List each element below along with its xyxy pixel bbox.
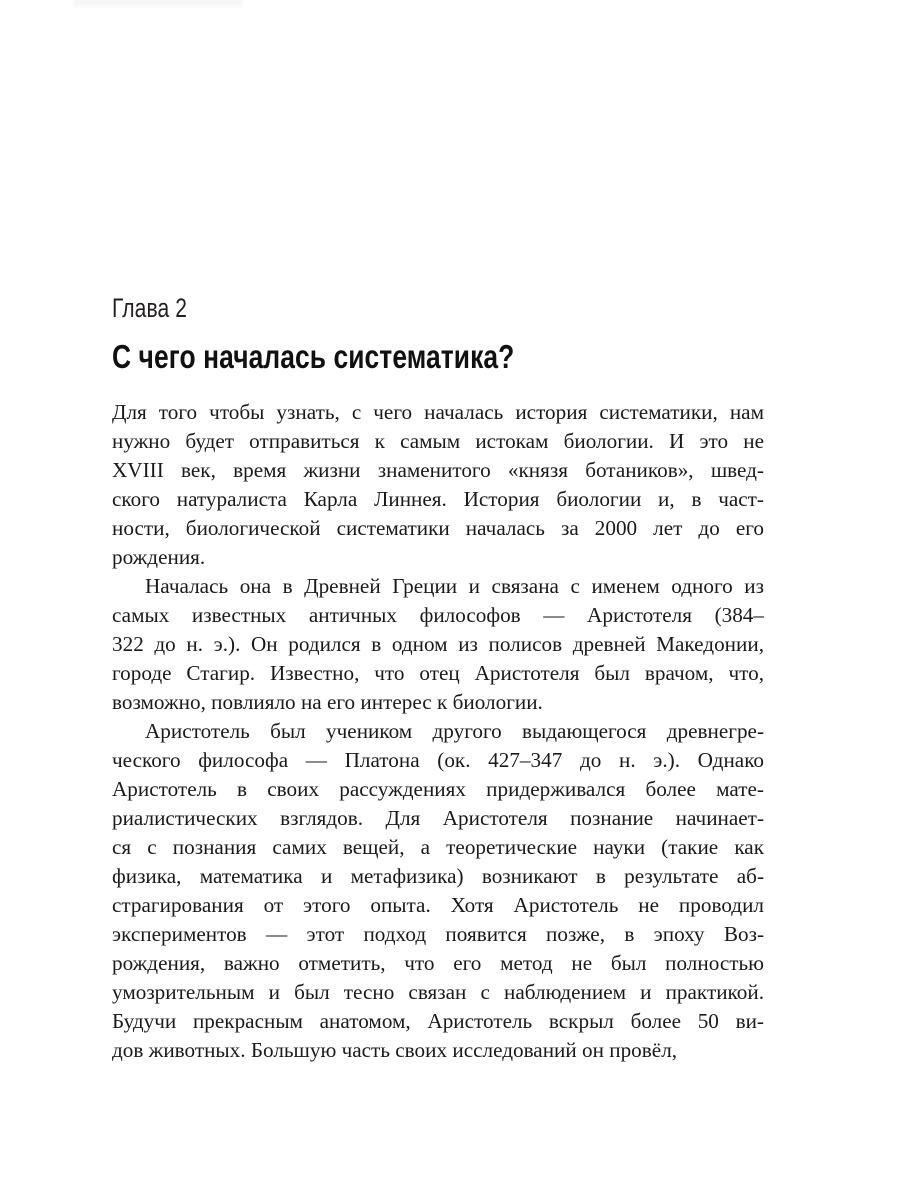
text-line: самых известных античных философов — Аристотеля (384–	[112, 603, 764, 627]
text-line: Будучи прекрасным анатомом, Аристотель вскрыл более 50 ви-	[112, 1009, 764, 1033]
text-line: ческого философа — Платона (ок. 427–347 до н. э.). Однако	[112, 748, 764, 772]
text-line: 322 до н. э.). Он родился в одном из полисов древней Македонии,	[112, 632, 764, 656]
page-content	[112, 292, 764, 1065]
text-line: возможно, повлияло на его интерес к биологии.	[112, 690, 543, 714]
text-line: умозрительным и был тесно связан с наблюдением и практикой.	[112, 980, 764, 1004]
text-line: ского натуралиста Карла Линнея. История биологии и, в част-	[112, 487, 764, 511]
text-line: XVIII век, время жизни знаменитого «князя ботаников», швед-	[112, 458, 764, 482]
text-line: физика, математика и метафизика) возникают в результате аб-	[112, 864, 764, 888]
text-line: городе Стагир. Известно, что отец Аристотеля был врачом, что,	[112, 661, 764, 685]
text-line: ности, биологической систематики началась за 2000 лет до его	[112, 516, 764, 540]
chapter-label: Глава 2	[112, 293, 188, 323]
text-line: нужно будет отправиться к самым истокам биологии. И это не	[112, 429, 764, 453]
page-title: С чего началась систематика?	[112, 338, 515, 375]
text-line: ся с познания самих вещей, а теоретические науки (такие как	[112, 835, 764, 859]
text-line: страгирования от этого опыта. Хотя Аристотель не проводил	[112, 893, 764, 917]
paragraph-2	[112, 572, 764, 717]
text-line: дов животных. Большую часть своих исследований он провёл,	[112, 1038, 678, 1062]
text-line: Аристотель в своих рассуждениях придерживался более мате-	[112, 777, 764, 801]
text-line: риалистических взглядов. Для Аристотеля познание начинает-	[112, 806, 764, 830]
text-line: рождения, важно отметить, что его метод не был полностью	[112, 951, 764, 975]
text-line: Началась она в Древней Греции и связана с именем одного из	[145, 574, 764, 598]
scan-artifact	[74, 0, 242, 9]
text-line: Для того чтобы узнать, с чего началась история систематики, нам	[112, 400, 764, 424]
paragraph-3	[112, 717, 764, 1065]
text-line: Аристотель был учеником другого выдающегося древнегре-	[145, 719, 764, 743]
text-line: экспериментов — этот подход появится позже, в эпоху Воз-	[112, 922, 764, 946]
paragraph-1	[112, 398, 764, 572]
body-text	[112, 398, 764, 1065]
text-line: рождения.	[112, 545, 206, 569]
